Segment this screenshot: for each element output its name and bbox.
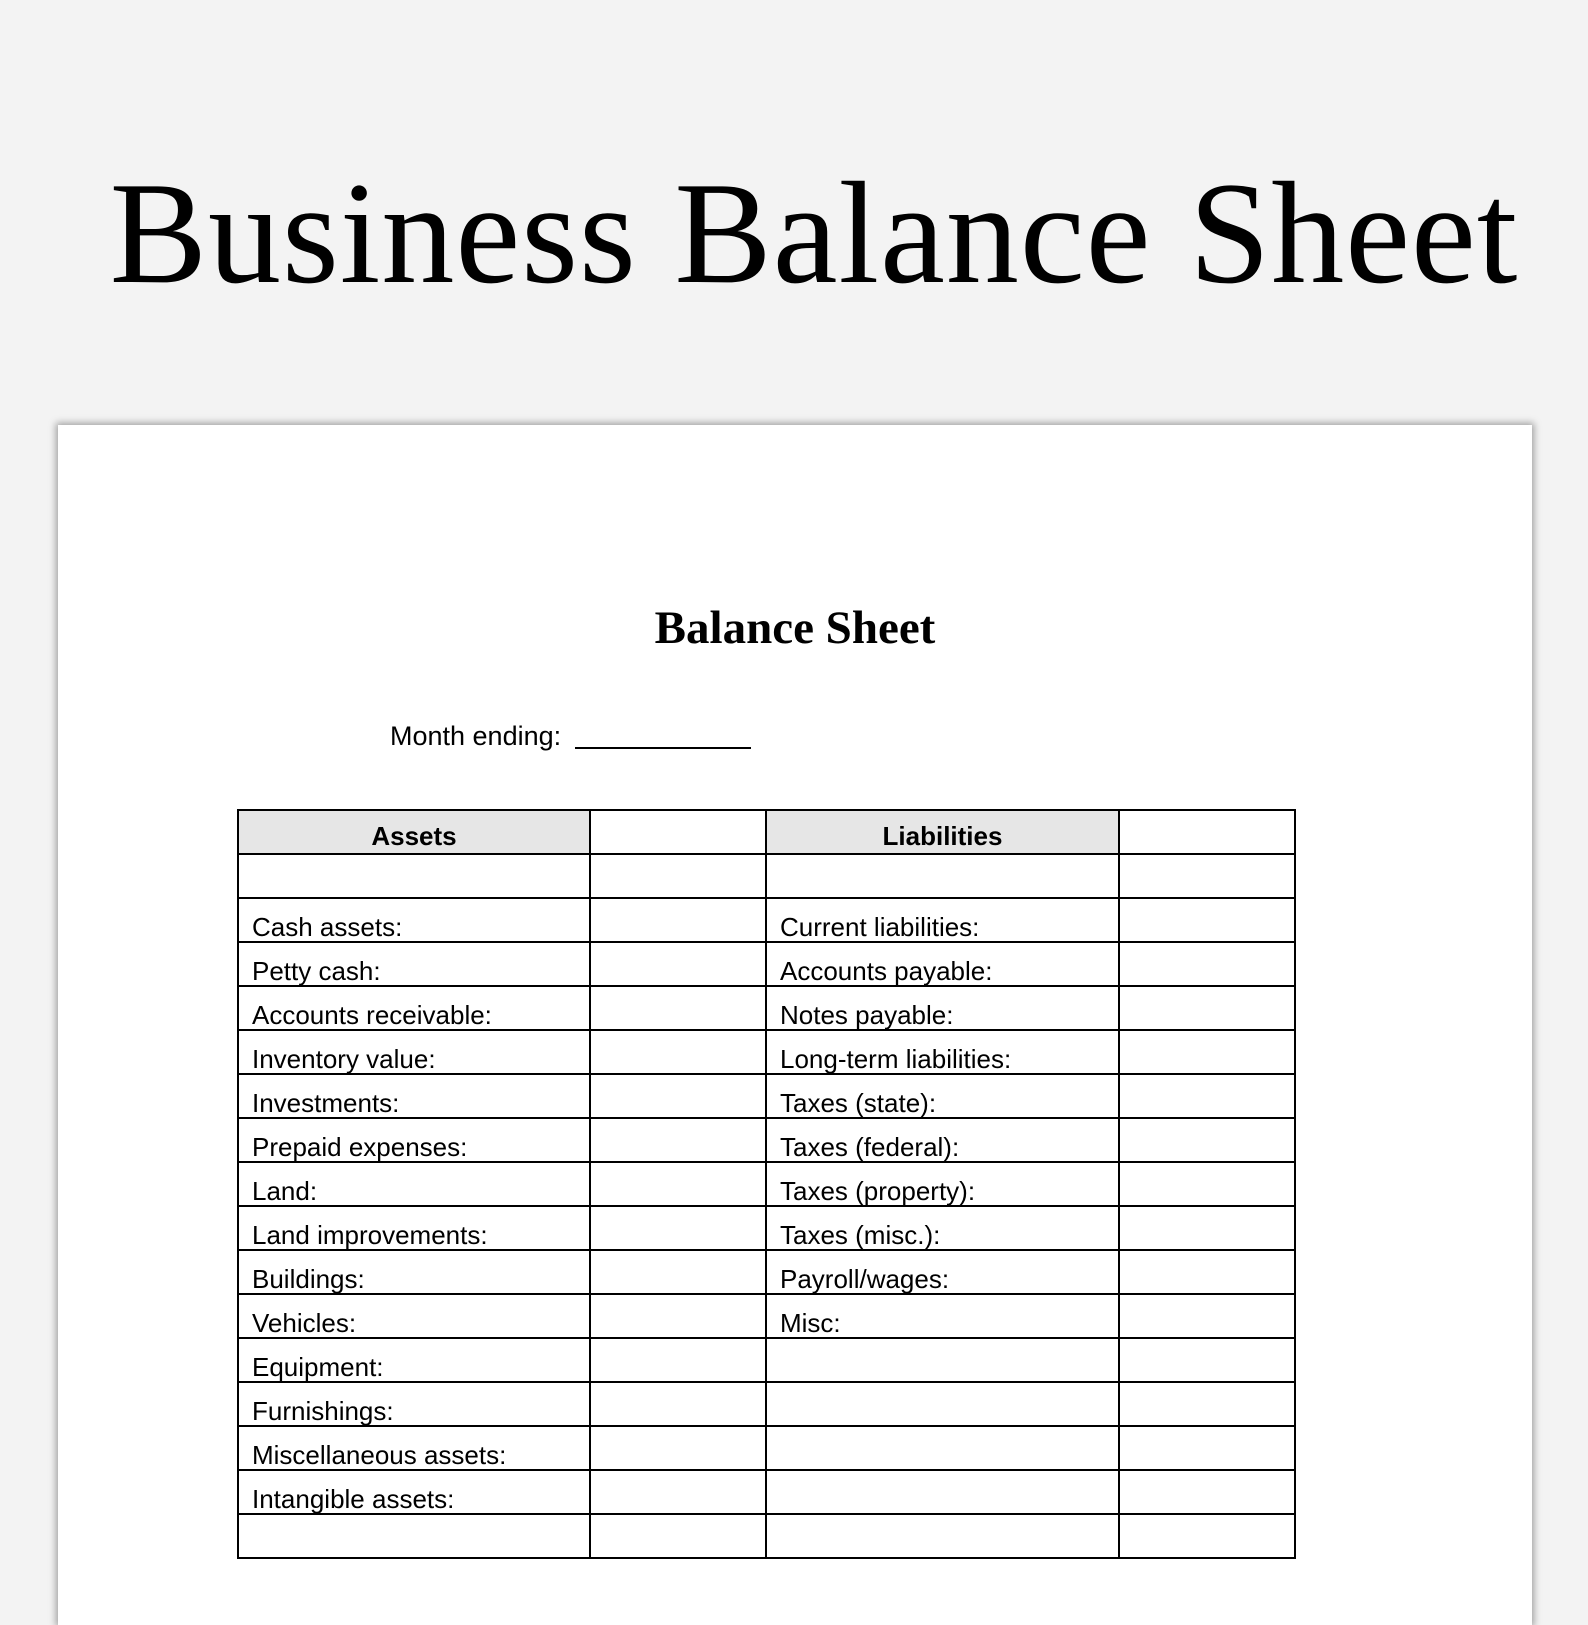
asset-label-cell: Cash assets:	[238, 898, 590, 942]
liability-amount-cell[interactable]	[1119, 986, 1295, 1030]
asset-label-cell: Petty cash:	[238, 942, 590, 986]
balance-sheet-page	[58, 425, 1532, 1625]
asset-amount-cell[interactable]	[590, 942, 766, 986]
assets-amount-header	[590, 810, 766, 854]
table-row	[238, 898, 1295, 942]
table-row	[238, 1294, 1295, 1338]
table-row	[238, 942, 1295, 986]
asset-label-cell: Accounts receivable:	[238, 986, 590, 1030]
table-row	[238, 1206, 1295, 1250]
asset-amount-cell[interactable]	[590, 1514, 766, 1558]
liability-amount-cell[interactable]	[1119, 1294, 1295, 1338]
liability-label-cell: Taxes (federal):	[766, 1118, 1119, 1162]
asset-amount-cell[interactable]	[590, 1338, 766, 1382]
liability-amount-cell[interactable]	[1119, 1074, 1295, 1118]
liability-label-cell: Misc:	[766, 1294, 1119, 1338]
asset-amount-cell[interactable]	[590, 1118, 766, 1162]
liability-label-cell	[766, 1470, 1119, 1514]
asset-label-cell: Furnishings:	[238, 1382, 590, 1426]
asset-amount-cell[interactable]	[590, 1426, 766, 1470]
asset-label-cell	[238, 1514, 590, 1558]
liability-amount-cell[interactable]	[1119, 1338, 1295, 1382]
table-row	[238, 1338, 1295, 1382]
liability-amount-cell[interactable]	[1119, 1118, 1295, 1162]
table-header-row	[238, 810, 1295, 854]
asset-label-cell: Miscellaneous assets:	[238, 1426, 590, 1470]
table-row	[238, 1118, 1295, 1162]
asset-amount-cell[interactable]	[590, 1074, 766, 1118]
liability-amount-cell[interactable]	[1119, 1514, 1295, 1558]
table-row	[238, 1030, 1295, 1074]
liability-label-cell: Notes payable:	[766, 986, 1119, 1030]
asset-label-cell: Buildings:	[238, 1250, 590, 1294]
asset-label-cell	[238, 854, 590, 898]
table-row	[238, 1250, 1295, 1294]
liability-label-cell	[766, 1338, 1119, 1382]
asset-amount-cell[interactable]	[590, 1206, 766, 1250]
asset-amount-cell[interactable]	[590, 1294, 766, 1338]
asset-label-cell: Equipment:	[238, 1338, 590, 1382]
asset-amount-cell[interactable]	[590, 1162, 766, 1206]
liability-amount-cell[interactable]	[1119, 1250, 1295, 1294]
asset-label-cell: Prepaid expenses:	[238, 1118, 590, 1162]
liability-label-cell	[766, 1514, 1119, 1558]
liability-label-cell: Long-term liabilities:	[766, 1030, 1119, 1074]
liability-label-cell	[766, 854, 1119, 898]
asset-amount-cell[interactable]	[590, 1470, 766, 1514]
asset-label-cell: Vehicles:	[238, 1294, 590, 1338]
asset-amount-cell[interactable]	[590, 1382, 766, 1426]
liability-amount-cell[interactable]	[1119, 1426, 1295, 1470]
liability-label-cell: Taxes (property):	[766, 1162, 1119, 1206]
asset-amount-cell[interactable]	[590, 854, 766, 898]
liability-amount-cell[interactable]	[1119, 1470, 1295, 1514]
banner-title: Business Balance Sheet	[109, 152, 1519, 314]
table-row	[238, 1426, 1295, 1470]
liability-label-cell: Current liabilities:	[766, 898, 1119, 942]
liabilities-amount-header	[1119, 810, 1295, 854]
liability-label-cell: Taxes (state):	[766, 1074, 1119, 1118]
liability-label-cell	[766, 1382, 1119, 1426]
table-row	[238, 1470, 1295, 1514]
asset-label-cell: Investments:	[238, 1074, 590, 1118]
liability-amount-cell[interactable]	[1119, 1382, 1295, 1426]
asset-amount-cell[interactable]	[590, 1250, 766, 1294]
asset-amount-cell[interactable]	[590, 898, 766, 942]
liability-amount-cell[interactable]	[1119, 898, 1295, 942]
table-row	[238, 1514, 1295, 1558]
table-row	[238, 986, 1295, 1030]
assets-header: Assets	[238, 810, 590, 854]
liability-label-cell: Accounts payable:	[766, 942, 1119, 986]
liability-amount-cell[interactable]	[1119, 1206, 1295, 1250]
table-row	[238, 1162, 1295, 1206]
liability-amount-cell[interactable]	[1119, 942, 1295, 986]
liability-amount-cell[interactable]	[1119, 1162, 1295, 1206]
table-row	[238, 854, 1295, 898]
asset-label-cell: Land improvements:	[238, 1206, 590, 1250]
balance-sheet-table	[237, 809, 1296, 1559]
liability-amount-cell[interactable]	[1119, 1030, 1295, 1074]
month-ending-blank-line[interactable]	[575, 747, 751, 749]
asset-label-cell: Intangible assets:	[238, 1470, 590, 1514]
asset-label-cell: Land:	[238, 1162, 590, 1206]
month-ending-label: Month ending:	[390, 721, 562, 751]
table-row	[238, 1074, 1295, 1118]
liability-label-cell: Payroll/wages:	[766, 1250, 1119, 1294]
asset-amount-cell[interactable]	[590, 1030, 766, 1074]
asset-label-cell: Inventory value:	[238, 1030, 590, 1074]
liabilities-header: Liabilities	[766, 810, 1119, 854]
liability-label-cell	[766, 1426, 1119, 1470]
liability-label-cell: Taxes (misc.):	[766, 1206, 1119, 1250]
table-row	[238, 1382, 1295, 1426]
asset-amount-cell[interactable]	[590, 986, 766, 1030]
month-ending-row	[390, 723, 751, 750]
document-title: Balance Sheet	[654, 602, 936, 654]
liability-amount-cell[interactable]	[1119, 854, 1295, 898]
